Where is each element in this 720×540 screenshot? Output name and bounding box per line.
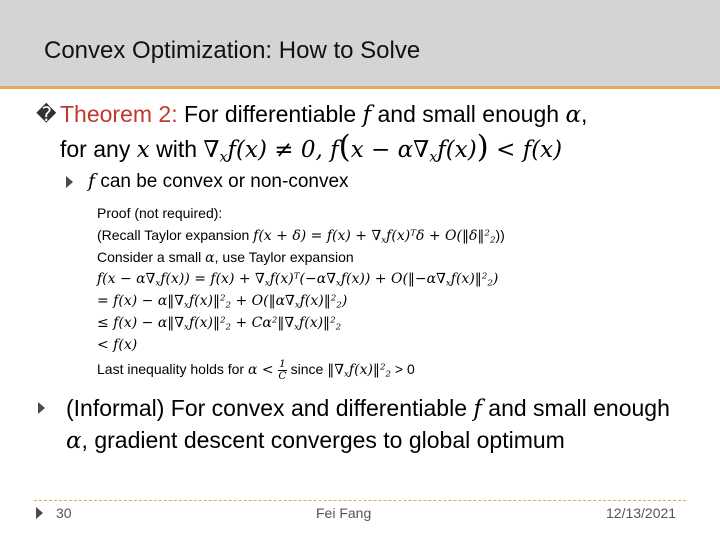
theorem-text: for any — [60, 136, 137, 162]
footer-divider — [34, 500, 686, 501]
theorem-statement — [60, 98, 700, 166]
theorem-line-1 — [60, 98, 700, 131]
theorem-text: For differentiable — [184, 101, 363, 127]
proof-equation-1: $f(x - \alpha\nabla_xf(x)) = f(x) + \nabla_xf(x)^T(-\alpha\nabla_xf(x))$ + $O(‖-\alpha\nabla_xf(x)‖^2_2)$ — [97, 271, 499, 289]
proof-equation-4: < f(x) — [97, 337, 138, 353]
math-x: x — [136, 137, 150, 163]
proof-heading: Proof (not required): — [97, 205, 223, 221]
theorem-line-2 — [60, 131, 700, 166]
theorem-text: , — [581, 101, 588, 127]
page-number: 30 — [56, 505, 72, 521]
footer-author: Fei Fang — [316, 505, 372, 521]
theorem-text: and small enough — [371, 101, 566, 127]
convexity-text: can be convex or non-convex — [95, 171, 349, 192]
math-f: f — [362, 102, 372, 128]
missing-glyph-bullet-icon: � — [36, 104, 57, 126]
proof-recall-line: (Recall Taylor expansion $f(x + \delta) = f(x) + \nabla_xf(x)^T\delta$ + O(‖δ‖$^2_2$)) — [97, 227, 505, 246]
math-grad: $\nabla_xf(x) \ne 0$, $f(x - \alpha\nabla_xf(x)) < f(x)$ — [203, 129, 563, 166]
footer-date: 12/13/2021 — [606, 505, 677, 521]
proof-consider-line: Consider a small α, use Taylor expansion — [97, 249, 354, 266]
theorem-label: Theorem 2: — [60, 101, 178, 127]
footer-arrow-icon — [36, 507, 43, 519]
proof-block — [97, 202, 697, 380]
informal-statement: (Informal) For convex and differentiable f and small enough α, gradient descent converges to global optimum — [66, 395, 670, 454]
proof-last-line: Last inequality holds for α < $\frac{1}{C}$ since $‖\nabla_xf(x)‖^2_2 > 0$ — [97, 358, 415, 382]
math-f: f — [88, 170, 96, 192]
proof-equation-2: = $f(x) - \alpha‖\nabla_xf(x)‖^2_2$ + $O(‖\alpha\nabla_xf(x)‖^2_2)$ — [97, 293, 348, 311]
title-divider — [0, 86, 720, 89]
math-alpha: α — [565, 102, 581, 128]
convexity-note — [88, 170, 349, 193]
bullet-arrow-icon — [66, 176, 73, 188]
theorem-text: with — [149, 136, 204, 162]
bullet-arrow-icon — [38, 402, 45, 414]
proof-equation-3: ≤ $f(x) - \alpha‖\nabla_xf(x)‖^2_2$ + $C\alpha^2‖\nabla_xf(x)‖^2_2$ — [97, 315, 342, 333]
slide-title: Convex Optimization: How to Solve — [44, 37, 421, 64]
